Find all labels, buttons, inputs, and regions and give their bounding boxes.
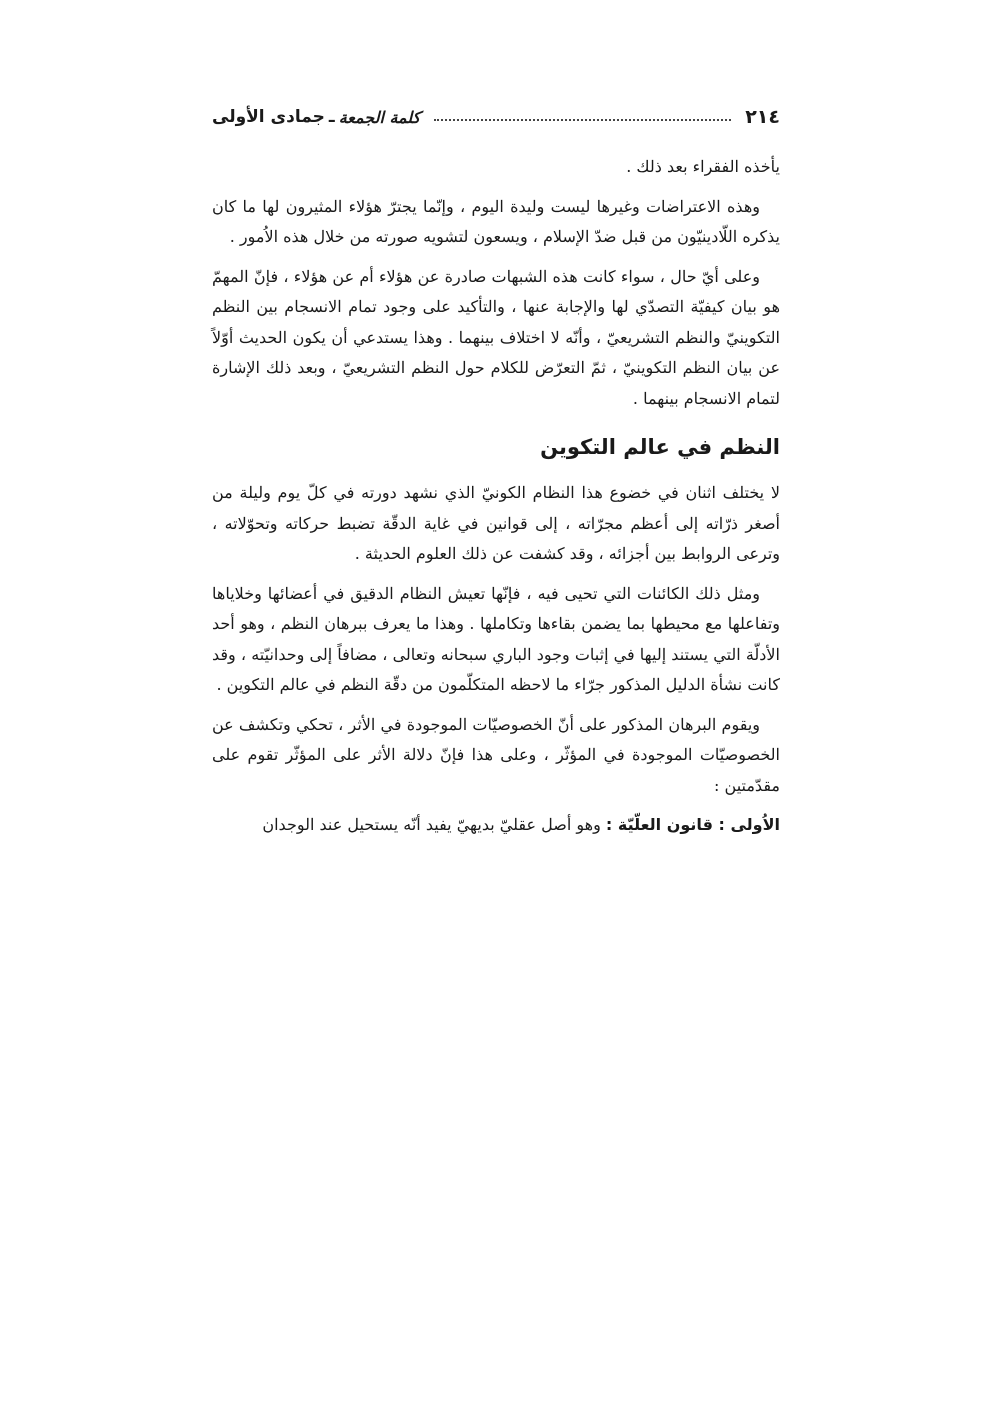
running-title [212,107,420,127]
title-separator: ـ [328,107,335,127]
section-heading: النظم في عالم التكوين [540,435,780,459]
paragraph-7 [212,810,780,841]
paragraph-7-lead: الاُولى : قانون العلّيّة : [605,815,780,834]
paragraph-7-text: وهو أصل عقليّ بديهيّ يفيد أنّه يستحيل عند الوجدان [262,815,606,834]
header-dotted-rule [434,119,731,121]
page-header [212,100,780,134]
paragraph-4: لا يختلف اثنان في خضوع هذا النظام الكونيّ الذي نشهد دورته في كلّ يوم وليلة من أصغر ذرّاته إلى أعظم مجرّاته ، إلى قوانين في غاية الدقّة تضبط حركاته وتحوّلاته ، وترعى الروابط بين أجزائه ، وقد كشفت عن ذلك العلوم الحديثة . [212,483,780,563]
paragraph-6: ويقوم البرهان المذكور على أنّ الخصوصيّات الموجودة في الأثر ، تحكي وتكشف عن الخصوصيّات الموجودة في المؤثّر ، وعلى هذا فإنّ دلالة الأثر على المؤثّر تقوم على مقدّمتين : [212,714,781,795]
paragraph-3: وعلى أيّ حال ، سواء كانت هذه الشبهات صادرة عن هؤلاء أم عن هؤلاء ، فإنّ المهمّ هو بيان كيفيّة التصدّي لها والإجابة عنها ، والتأكيد على وجود تمام الانسجام بين النظم التكوينيّ والنظم التشريعيّ ، وأنّه لا اختلاف بينهما . وهذا يستدعي أن يكون الحديث أوّلاً عن بيان النظم التكوينيّ ، ثمّ التعرّض للكلام حول النظم التشريعيّ ، وبعد ذلك الإشارة لتمام الانسجام بينهما . [212,266,780,408]
journal-logo: كلمة الجمعة [338,107,421,127]
body-text [212,152,780,850]
paragraph-1: يأخذه الفقراء بعد ذلك . [626,157,780,176]
page-number: ٢١٤ [745,106,780,128]
month-label: جمادى الأولى [212,107,325,127]
paragraph-5: ومثل ذلك الكائنات التي تحيى فيه ، فإنّها تعيش النظام الدقيق في أعضائها وخلاياها وتفاعلها مع محيطها بما يضمن بقاءها وتكاملها . وهذا ما يعرف ببرهان النظم ، وهو أحد الأدلّة التي يستند إليها في إثبات وجود الباري سبحانه وتعالى ، مضافاً إلى وحدانيّته ، وقد كانت نشأة الدليل المذكور جرّاء ما لاحظه المتكلّمون من دقّة النظم في عالم التكوين . [212,583,780,694]
paragraph-2: وهذه الاعتراضات وغيرها ليست وليدة اليوم ، وإنّما يجترّ هؤلاء المثيرون لها ما كان يذكره اللّادينيّون من قبل ضدّ الإسلام ، ويسعون لتشويه صورته من خلال هذه الاُمور . [212,196,780,246]
